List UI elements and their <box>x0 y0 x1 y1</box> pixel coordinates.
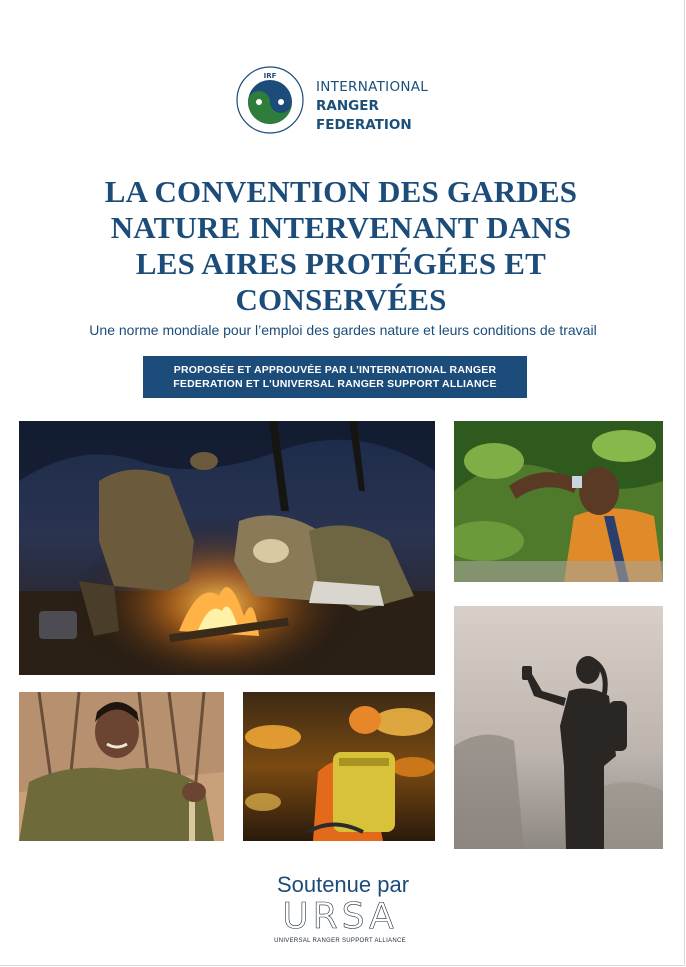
ursa-full-name: UNIVERSAL RANGER SUPPORT ALLIANCE <box>274 938 406 944</box>
badge-line2: FEDERATION ET L’UNIVERSAL RANGER SUPPORT ALLIANCE <box>173 378 497 390</box>
logo-line1: INTERNATIONAL <box>316 79 429 95</box>
emblem-label: IRF <box>263 72 277 80</box>
ursa-wordmark: URSA <box>282 896 398 937</box>
photo-rangers-campfire <box>19 421 435 675</box>
logo-line3: FEDERATION <box>316 117 412 133</box>
supported-by-label: Soutenue par <box>276 872 410 897</box>
approval-badge <box>143 356 527 398</box>
irf-logo <box>236 66 476 138</box>
badge-line1: PROPOSÉE ET APPROUVÉE PAR L’INTERNATIONAL RANGER <box>173 364 497 376</box>
irf-emblem-icon <box>236 66 304 134</box>
photo-ranger-silhouette <box>454 606 663 849</box>
title-line1: LA CONVENTION DES GARDES <box>104 174 578 209</box>
logo-line2: RANGER <box>316 98 379 114</box>
document-title <box>40 174 642 318</box>
photo-ranger-portrait <box>19 692 224 841</box>
title-line2: NATURE INTERVENANT DANS <box>110 210 572 245</box>
title-line4: CONSERVÉES <box>235 282 447 317</box>
photo-ranger-drinking <box>454 421 663 582</box>
title-line3: LES AIRES PROTÉGÉES ET <box>135 246 547 281</box>
document-subtitle: Une norme mondiale pour l’emploi des gardes nature et leurs conditions de travail <box>89 322 597 338</box>
photo-firefighter-ranger <box>243 692 435 841</box>
ursa-logo <box>270 897 410 953</box>
irf-wordmark <box>316 78 428 135</box>
